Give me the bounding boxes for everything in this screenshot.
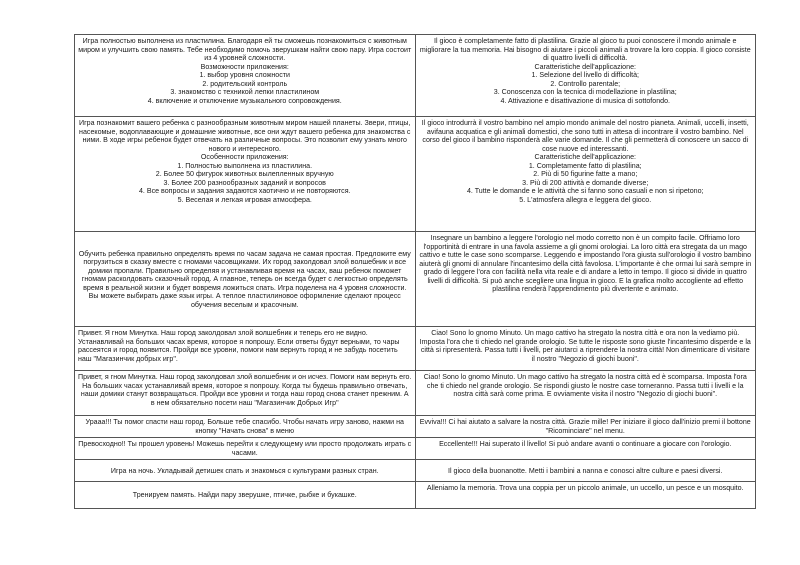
russian-text: Игра полностью выполнена из пластилина. Благодаря ей ты сможешь познакомиться с животным миром и улучшить свою память. Тебе необходимо помочь зверушкам найти свою пару. Игра состоит из 4 уровней сложности. bbox=[78, 37, 412, 62]
italian-cell bbox=[415, 327, 756, 371]
italian-text: 3. Conoscenza con la tecnica di modellazione in plastilina; bbox=[493, 88, 677, 96]
russian-text: 5. Веселая и легкая игровая атмосфера. bbox=[177, 195, 312, 204]
russian-text: 3. Более 200 разнообразных заданий и вопросов bbox=[163, 178, 326, 187]
table-row bbox=[75, 482, 756, 509]
italian-text: 2. Più di 50 figurine fatte a mano; bbox=[533, 170, 638, 178]
italian-text: 5. L'atmosfera allegra e leggera del gioco. bbox=[519, 195, 652, 204]
russian-cell bbox=[75, 438, 416, 460]
italian-text: Caratteristiche dell'applicazione: bbox=[534, 62, 636, 71]
russian-text: 4. включение и отключение музыкального сопровождения. bbox=[147, 96, 342, 105]
table-row bbox=[75, 117, 756, 232]
russian-text: 1. Полностью выполнена из пластилина. bbox=[177, 161, 313, 170]
table-row bbox=[75, 460, 756, 482]
italian-text: 3. Più di 200 attività e domande diverse; bbox=[522, 178, 649, 187]
italian-text: Il gioco della buonanotte. Metti i bambini a nanna e conosci altre culture e paesi diversi. bbox=[448, 466, 723, 475]
table-row bbox=[75, 232, 756, 327]
russian-text: Обучить ребенка правильно определять время по часам задача не самая простая. Предложите ему погрузиться в сказку вместе с гномами часовщиками. Их город заколдовал злой волшебник и все домики пропали. Правильно определяя и устанавливая время на часах, ваш ребенок поможет гномам расколдовать сказочный город. А главное, теперь он всегда будет с легкостью определять время в реальной жизни и будет вовремя ложиться спать. Игра поделена на 4 уровня сложности. Вы можете выбирать даже язык игры. А теплое пластилиновое оформление сделают процесс обучения веселым и красочным. bbox=[78, 249, 411, 309]
table-row bbox=[75, 416, 756, 438]
italian-text: Eccellente!!! Hai superato il livello! Si può andare avanti o continuare a giocare con l'orologio. bbox=[439, 440, 732, 448]
russian-text: Привет, я гном Минутка. Наш город заколдовал злой волшебник и он исчез. Помоги нам вернуть его. На больших часах устанавливай время, которое я попрошу. Когда ты будешь правильно отвечать, наши домики станут возвращаться. Пройди все уровни и тогда наш город снова станет прежним. А в нем обязательно посети наш "Магазинчик Добрых Игр" bbox=[78, 373, 412, 407]
russian-text: Особенности приложения: bbox=[200, 153, 289, 161]
italian-text: 4. Attivazione e disattivazione di musica di sottofondo. bbox=[500, 96, 671, 105]
italian-text: Evviva!!! Ci hai aiutato a salvare la nostra città. Grazie mille! Per iniziare il gioco dall'inizio premi il bottone "Ricominciare" nel menu. bbox=[419, 418, 751, 435]
italian-text: Ciao! Sono lo gnomo Minuto. Un mago cattivo ha stregato la nostra città e ora non la vediamo più. Imposta l'ora che ti chiedo nel grande orologio. Se tutte le risposte sono giuste l'incantesimo disperde e la città si ripresenterà. Passa tutti i livelli, per aiutarci a riprendere la nostra città! Non dimenticare di visitare il nostro "Negozio di giochi buoni". bbox=[419, 329, 751, 363]
table-row bbox=[75, 35, 756, 117]
translation-table bbox=[74, 34, 756, 509]
table-row bbox=[75, 371, 756, 416]
italian-text: Il gioco introdurrà il vostro bambino nel ampio mondo animale del nostro pianeta. Animali, uccelli, insetti, avifauna acquatica e gli animali domestici, che sono tutti in attesa di incontrare il vostro bambino. Nel corso del gioco il bambino risponderà alle varie domande. Il che gli permetterà di conoscere un sacco di cose nuove ed interessanti. bbox=[421, 119, 749, 153]
russian-text: 1. выбор уровня сложности bbox=[199, 71, 291, 79]
table-row bbox=[75, 438, 756, 460]
italian-cell bbox=[415, 460, 756, 482]
russian-cell bbox=[75, 460, 416, 482]
russian-cell bbox=[75, 482, 416, 509]
italian-text: Insegnare un bambino a leggere l'orologio nel modo corretto non è un compito facile. Offriamo loro l'opportinità di entrare in una favola assieme a gli gnomi orologiai. La loro città era stregata da un mago cattivo e tutte le case sono scomparse. Leggendo e impostando l'ora giusta sull'orologio il vostro bambino aiuterà gli gnomi di annulare l'incantesimo della città favolosa. L'importante è che ormai lui sarà sempre in grado di leggere l'ora con facilità nella vita reale e di andare a letto in tempo. Il gioco si divide in quattro livelli di difficoltà. Si può anche scegliere una lingua in gioco. E la grafica molto accogliente ad effetto plastilina renderà l'apprendimento più divertente e animato. bbox=[419, 234, 752, 293]
russian-cell bbox=[75, 416, 416, 438]
italian-text: Il gioco è completamente fatto di plastilina. Grazie al gioco tu puoi conoscere il mondo animale e migliorare la tua memoria. Hai bisogno di aiutare i piccoli animali a trovare la loro coppia. Il gioco consiste di quattro livelli di difficoltà. bbox=[419, 37, 751, 62]
italian-text: Caratteristiche dell'applicazione: bbox=[534, 153, 636, 161]
russian-text: Урааа!!! Ты помог спасти наш город. Больше тебе спасибо. Чтобы начать игру заново, нажми на кнопку "Начать снова" в меню bbox=[85, 418, 404, 435]
italian-cell bbox=[415, 416, 756, 438]
italian-cell bbox=[415, 232, 756, 327]
russian-text: Игра познакомит вашего ребенка с разнообразным животным миром нашей планеты. Звери, птицы, насекомые, водоплавающие и домашние животные, все они ждут вашего ребенка для знакомства с ними. В ходе игры ребенок будет отвечать на различные вопросы. Это позволит ему узнать много нового и интересного. bbox=[79, 119, 411, 153]
russian-text: Тренируем память. Найди пару зверушке, птичке, рыбке и букашке. bbox=[132, 491, 357, 500]
russian-text: 4. Все вопросы и задания задаются хаотично и не повторяются. bbox=[138, 187, 351, 195]
russian-text: Превосходно!! Ты прошел уровень! Можешь перейти к следующему или просто продолжать играть с часами. bbox=[78, 440, 412, 457]
italian-cell bbox=[415, 117, 756, 232]
russian-text: 2. Более 50 фигурок животных вылепленных вручную bbox=[155, 170, 334, 178]
italian-text: 2. Controllo parentale; bbox=[550, 79, 621, 88]
italian-text: 4. Tutte le domande e le attività che si fanno sono casuali e non si ripetono; bbox=[466, 187, 704, 195]
russian-cell bbox=[75, 35, 416, 117]
italian-text: 1. Completamente fatto di plastilina; bbox=[528, 161, 642, 170]
russian-cell bbox=[75, 371, 416, 416]
russian-text: Возможности приложения: bbox=[200, 62, 289, 71]
italian-text: Ciao! Sono lo gnomo Minuto. Un mago cattivo ha stregato la nostra città ed è scomparsa. Imposta l'ora che ti chiedo nel grande orologio. Se rispondi giusto le nostre case torneranno. Passa tutti i livelli e la nostra città sarà come prima. E ovviamente visita il nostro "Negozio di giochi buoni". bbox=[423, 373, 747, 398]
russian-cell bbox=[75, 117, 416, 232]
table-row bbox=[75, 327, 756, 371]
russian-cell bbox=[75, 327, 416, 371]
italian-text: Alleniamo la memoria. Trova una coppia per un piccolo animale, un uccello, un pesce e un mosquito. bbox=[426, 484, 744, 492]
italian-cell bbox=[415, 438, 756, 460]
russian-text: Игра на ночь. Укладывай детишек спать и знакомься с культурами разных стран. bbox=[110, 466, 379, 475]
russian-cell bbox=[75, 232, 416, 327]
russian-text: 3. знакомство с техникой лепки пластилином bbox=[170, 88, 320, 96]
italian-text: 1. Selezione del livello di difficoltà; bbox=[531, 71, 640, 79]
italian-cell bbox=[415, 482, 756, 509]
italian-cell bbox=[415, 371, 756, 416]
italian-cell bbox=[415, 35, 756, 117]
russian-text: 2. родительский контроль bbox=[202, 79, 288, 88]
russian-text: Привет. Я гном Минутка. Наш город заколдовал злой волшебник и теперь его не видно. Устанавливай на больших часах время, которое я попрошу. Если ответы будут верными, то чары рассеятся и город появится. Пройди все уровни, помоги нам вернуть город и не забудь посетить наш "Магазинчик добрых игр". bbox=[78, 329, 400, 363]
